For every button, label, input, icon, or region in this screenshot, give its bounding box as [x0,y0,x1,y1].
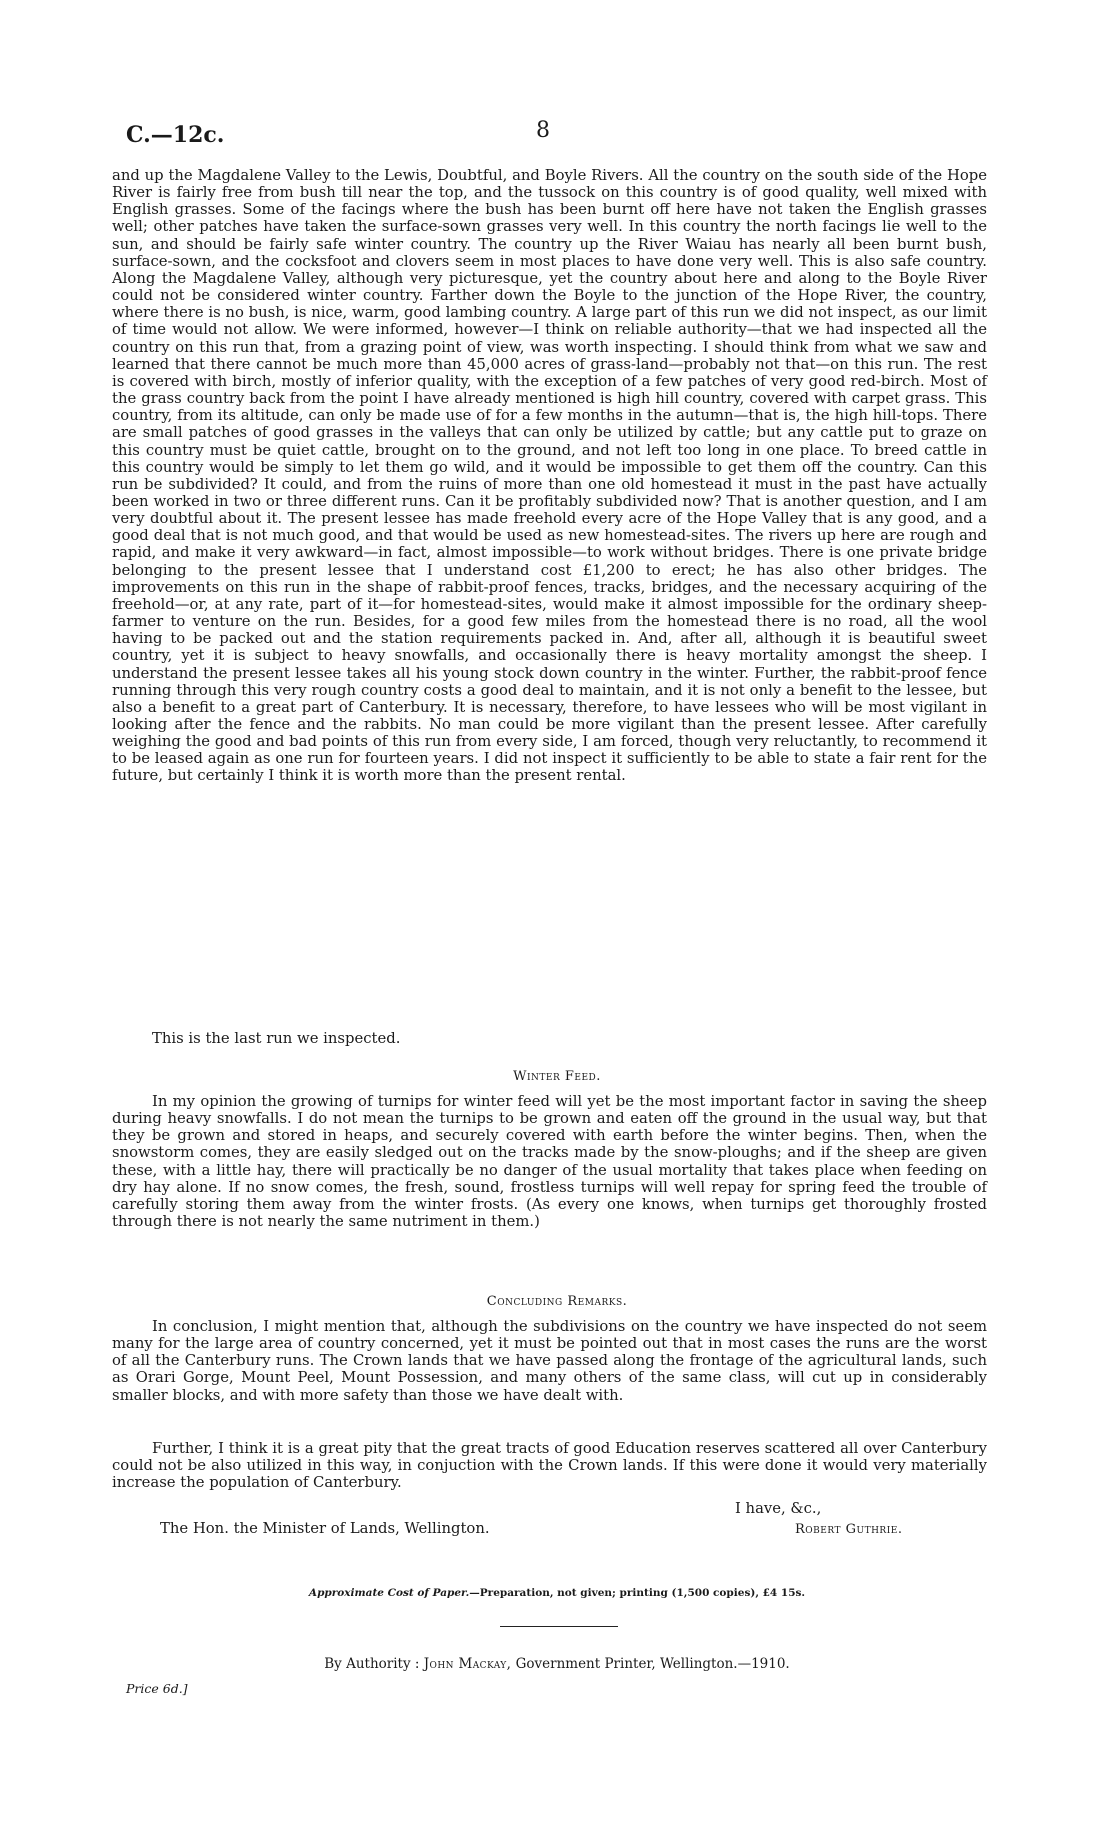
page-number: 8 [536,118,550,143]
cost-value: —Preparation, not given; printing (1,500 copies), £4 15s. [469,1587,806,1599]
cost-of-paper-line [0,1587,1114,1599]
signature-closing: I have, &c., [735,1500,822,1517]
concluding-text-2: Further, I think it is a great pity that the great tracts of good Education reserves scattered all over Canterbury could not be also utilized in this way, in conjuction with the Crown lands. If this were done it would very materially increase the population of Canterbury. [112,1440,987,1492]
winter-feed-text: In my opinion the growing of turnips for winter feed will yet be the most important factor in saving the sheep during heavy snowfalls. I do not mean the turnips to be grown and eaten off the ground in the usual way, but that they be grown and stored in heaps, and securely covered with earth before the winter begins. Then, when the snowstorm comes, they are easily sledged out on the tracks made by the snow-ploughs; and if the sheep are given these, with a little hay, there will practically be no danger of the usual mortality that takes place when feeding on dry hay alone. If no snow comes, the fresh, sound, frostless turnips will well repay for spring feed the trouble of carefully storing them away from the winter frosts. (As every one knows, when turnips get thoroughly frosted through there is not nearly the same nutriment in them.) [112,1093,987,1231]
concluding-paragraph-1 [112,1318,987,1404]
price-label: Price 6d.] [126,1681,188,1696]
printer-authority-line [0,1656,1114,1672]
authority-prefix: By Authority : [324,1656,420,1672]
run-paragraph-text: and up the Magdalene Valley to the Lewis, Doubtful, and Boyle Rivers. All the country on the south side of the Hope River is fairly free from bush till near the top, and the tussock on this country is of good quality, well mixed with English grasses. Some of the facings where the bush has been burnt off here have not taken the English grasses well; other patches have taken the surface-sown grasses very well. In this country the north facings lie well to the sun, and should be fairly safe winter country. The country up the River Waiau has nearly all been burnt bush, surface-sown, and the cocksfoot and clovers seem in most places to have done very well. This is also safe country. Along the Magdalene Valley, although very picturesque, yet the country about here and along to the Boyle River could not be considered winter country. Farther down the Boyle to the junction of the Hope River, the country, where there is no bush, is nice, warm, good lambing country. A large part of this run we did not inspect, as our limit of time would not allow. We were informed, however—I think on reliable authority—that we had inspected all the country on this run that, from a grazing point of view, was worth inspecting. I should think from what we saw and learned that there cannot be much more than 45,000 acres of grass-land—probably not that—on this run. The rest is covered with birch, mostly of inferior quality, with the exception of a few patches of very good red-birch. Most of the grass country back from the point I have already mentioned is high hill country, covered with carpet grass. This country, from its altitude, can only be made use of for a few months in the autumn—that is, the high hill-tops. There are small patches of good grasses in the valleys that can only be utilized by cattle; but any cattle put to graze on this country must be quiet cattle, brought on to the ground, and not left too long in one place. To breed cattle in this country would be simply to let them go wild, and it would be impossible to get them off the country. Can this run be subdivided? It could, and from the ruins of more than one old homestead it must in the past have actually been worked in two or three different runs. Can it be profitably subdivided now? That is another question, and I am very doubtful about it. The present lessee has made freehold every acre of the Hope Valley that is any good, and a good deal that is not much good, and that would be used as new homestead-sites. The rivers up here are rough and rapid, and make it very awkward—in fact, almost impossible—to work without bridges. There is one private bridge belonging to the present lessee that I understand cost £1,200 to erect; he has also other bridges. The improvements on this run in the shape of rabbit-proof fences, tracks, bridges, and the necessary acquiring of the freehold—or, at any rate, part of it—for homestead-sites, would make it almost impossible for the ordinary sheep-farmer to venture on the run. Besides, for a good few miles from the homestead there is no road, all the wool having to be packed out and the station requirements packed in. And, after all, although it is beautiful sweet country, yet it is subject to heavy snowfalls, and occasionally there is heavy mortality amongst the sheep. I understand the present lessee takes all his young stock down country in the winter. Further, the rabbit-proof fence running through this very rough country costs a good deal to maintain, and it is not only a benefit to the lessee, but also a benefit to a great part of Canterbury. It is necessary, therefore, to have lessees who will be most vigilant in looking after the fence and the rabbits. No man could be more vigilant than the present lessee. After carefully weighing the good and bad points of this run from every side, I am forced, though very reluctantly, to recommend it to be leased again as one run for fourteen years. I did not inspect it sufficiently to be able to state a fair rent for the future, but certainly I think it is worth more than the present rental. [112,167,987,785]
divider-rule [500,1626,618,1627]
cost-label: Approximate Cost of Paper. [308,1587,470,1599]
last-run-paragraph [112,1030,987,1047]
authority-suffix: Government Printer, Wellington.—1910. [515,1656,790,1672]
concluding-paragraph-2 [112,1440,987,1491]
concluding-remarks-heading: Concluding Remarks. [486,1294,628,1309]
printer-name: John Mackay, [423,1656,512,1672]
winter-feed-heading: Winter Feed. [513,1069,601,1084]
winter-feed-paragraph [112,1093,987,1230]
last-run-text: This is the last run we inspected. [152,1030,401,1047]
signature-recipient: The Hon. the Minister of Lands, Wellington. [160,1520,490,1537]
concluding-text-1: In conclusion, I might mention that, although the subdivisions on the country we have inspected do not seem many for the large area of country concerned, yet it must be pointed out that in most cases the runs are the worst of all the Canterbury runs. The Crown lands that we have passed along the frontage of the agricultural lands, such as Orari Gorge, Mount Peel, Mount Possession, and many others of the same class, will cut up in considerably smaller blocks, and with more safety than those we have dealt with. [112,1318,987,1404]
document-code: C.—12c. [126,122,225,148]
run-description-paragraph [112,167,987,785]
signature-name: Robert Guthrie. [795,1522,903,1537]
